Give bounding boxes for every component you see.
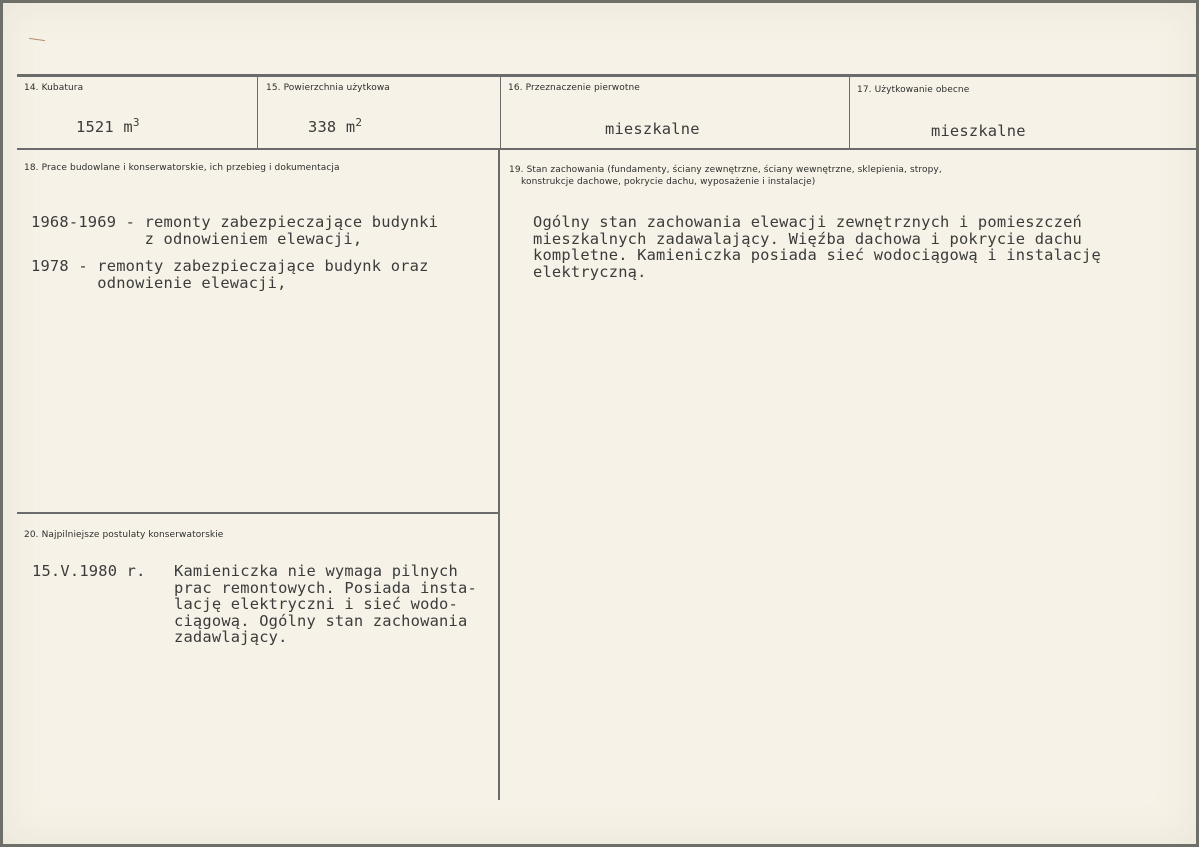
field-18-entry-1 <box>31 214 438 247</box>
field-18-entry-1-line-2: z odnowieniem elewacji, <box>31 229 363 248</box>
field-14-label: 14. Kubatura <box>24 83 84 93</box>
field-20-line-5: zadawlający. <box>174 628 288 646</box>
field-16-value: mieszkalne <box>605 120 700 138</box>
field-18-entry-1-line-1: 1968-1969 - remonty zabezpieczające budynki <box>31 213 439 231</box>
field-15-exponent: 2 <box>355 116 363 129</box>
section20-top-rule <box>17 512 499 514</box>
field-20-line-3: lację elektryczni i sieć wodo- <box>174 595 458 613</box>
pencil-mark <box>29 38 45 41</box>
field-20-label: 20. Najpilniejsze postulaty konserwatorskie <box>24 530 224 540</box>
top-rule <box>17 74 1196 77</box>
record-card <box>3 3 1196 844</box>
field-20-line-2: prac remontowych. Posiada insta- <box>174 578 477 597</box>
field-15-unit: m <box>345 118 356 136</box>
divider-14-15 <box>257 76 258 148</box>
divider-16-17 <box>849 76 850 148</box>
field-20-date: 15.V.1980 r. <box>32 562 146 580</box>
field-14-value <box>76 116 140 136</box>
field-20-line-1: Kamieniczka nie wymaga pilnych <box>174 562 458 580</box>
field-18-entry-2-line-1: 1978 - remonty zabezpieczające budynk oraz <box>31 257 429 275</box>
field-15-value <box>308 116 363 136</box>
field-19-label-line-1: 19. Stan zachowania (fundamenty, ściany zewnętrzne, ściany wewnętrzne, sklepienia, stropy, <box>509 165 942 175</box>
field-16-label: 16. Przeznaczenie pierwotne <box>508 83 640 93</box>
field-19-label <box>509 164 942 188</box>
field-15-number: 338 <box>308 118 337 136</box>
main-divider <box>498 150 500 800</box>
field-18-entry-2-line-2: odnowienie elewacji, <box>31 273 287 292</box>
field-19-label-line-2: konstrukcje dachowe, pokrycie dachu, wyposażenie i instalacje) <box>521 177 816 187</box>
field-19-line-1: Ogólny stan zachowania elewacji zewnętrznych i pomieszczeń <box>533 213 1083 231</box>
field-18-entry-2 <box>31 258 429 291</box>
row1-bottom-rule <box>17 148 1196 150</box>
field-20-text <box>174 563 477 646</box>
field-14-exponent: 3 <box>132 116 140 129</box>
field-14-unit: m <box>123 118 133 136</box>
field-19-line-4: elektryczną. <box>533 262 647 281</box>
divider-15-16 <box>500 76 501 148</box>
field-20-line-4: ciągową. Ogólny stan zachowania <box>174 611 468 630</box>
field-17-value: mieszkalne <box>931 122 1026 140</box>
field-15-label: 15. Powierzchnia użytkowa <box>266 83 390 93</box>
field-18-label: 18. Prace budowlane i konserwatorskie, ich przebieg i dokumentacja <box>24 163 340 173</box>
field-19-text <box>533 214 1101 280</box>
field-17-label: 17. Użytkowanie obecne <box>857 85 970 95</box>
field-19-line-2: mieszkalnych zadawalający. Więźba dachowa i pokrycie dachu <box>533 229 1083 248</box>
field-14-number: 1521 <box>76 118 114 136</box>
field-19-line-3: kompletne. Kamieniczka posiada sieć wodociągową i instalację <box>533 246 1101 264</box>
